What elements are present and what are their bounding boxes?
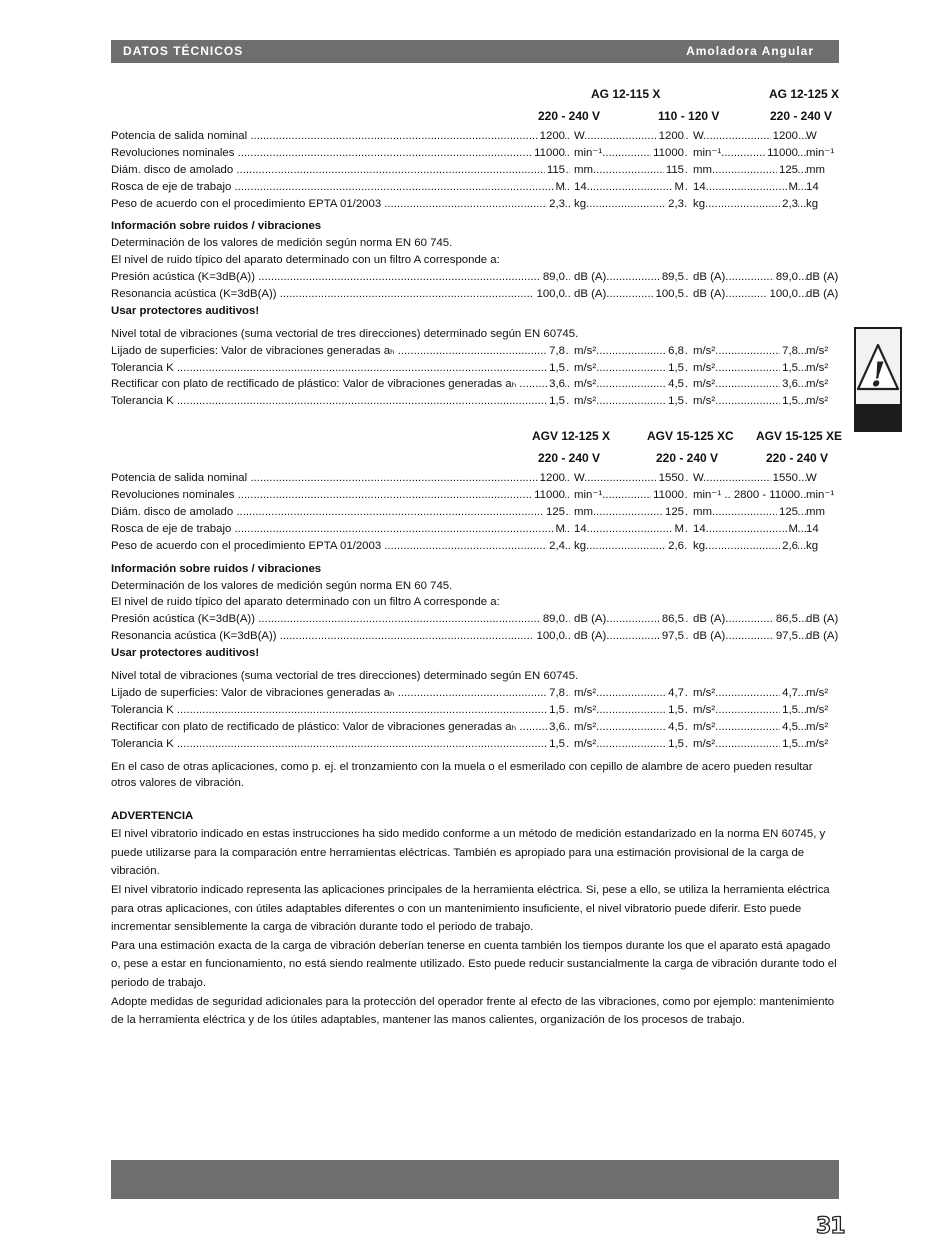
value-col-3: M — [787, 521, 799, 538]
value-col-1: 11000 — [532, 487, 565, 504]
unit-col-1: m/s² ..... — [574, 343, 688, 360]
row-label: Presión acústica (K=3dB(A)) ..... — [111, 611, 570, 628]
section-title: DATOS TÉCNICOS — [123, 44, 244, 58]
value-col-2: 4,5 — [666, 376, 684, 393]
row-label: Rectificar con plato de rectificado de plástico: Valor de vibraciones generadas aₕ ..... — [111, 719, 570, 736]
value-col-1: 1200 — [538, 128, 565, 145]
value-col-2: 89,5 — [660, 269, 684, 286]
unit-col-1: 14 ..... — [574, 179, 688, 196]
value-col-3: 2,3 — [780, 196, 798, 213]
noise-line: Determinación de los valores de medición según norma EN 60 745. — [111, 579, 453, 592]
noise-title: Información sobre ruidos / vibraciones — [111, 562, 322, 575]
spec-row — [111, 179, 839, 196]
value-col-3: 1,5 — [780, 393, 798, 410]
unit-col-1: kg ..... — [574, 196, 688, 213]
value-col-2: 100,5 — [653, 286, 684, 303]
unit-col-1: m/s² ..... — [574, 685, 688, 702]
value-col-3: 2,6 — [780, 538, 798, 555]
value-col-3: 1,5 — [780, 360, 798, 377]
voltage: 220 - 240 V — [766, 451, 829, 466]
unit-col-1: dB (A) ..... — [574, 611, 688, 628]
unit-col-2: min⁻¹ ..... — [693, 145, 807, 162]
row-label: Resonancia acústica (K=3dB(A)) ..... — [111, 286, 570, 303]
voltage-row — [111, 106, 839, 128]
value-col-3: 11000 — [765, 145, 798, 162]
value-col-1: 7,8 — [547, 343, 565, 360]
row-label: Potencia de salida nominal ..... — [111, 470, 570, 487]
value-col-1: 100,0 — [534, 628, 565, 645]
vibration-rows — [111, 343, 839, 411]
warning-box — [856, 329, 900, 404]
unit-col-1: m/s² ..... — [574, 719, 688, 736]
unit-col-2: min⁻¹ .. 2800 - 11000 ..... — [693, 487, 807, 504]
spec-row — [111, 538, 839, 555]
unit-col-3: m/s² — [806, 720, 829, 733]
unit-col-3: 14 — [806, 522, 819, 535]
warning-symbol: ! — [870, 355, 886, 395]
unit-col-3: m/s² — [806, 703, 829, 716]
value-col-1: M — [554, 521, 566, 538]
value-col-2: 97,5 — [660, 628, 684, 645]
value-col-2: 1,5 — [666, 702, 684, 719]
value-col-2: 86,5 — [660, 611, 684, 628]
value-col-2: M — [673, 521, 685, 538]
spec-row — [111, 611, 839, 628]
other-applications-note: En el caso de otras aplicaciones, como p. ej. el tronzamiento con la muela o el esmerilado con cepillo de alambre de acero pueden resultar otros valores de vibración. — [111, 760, 813, 790]
unit-col-2: dB (A) ..... — [693, 611, 807, 628]
unit-col-2: mm ..... — [693, 504, 807, 521]
unit-col-1: mm ..... — [574, 162, 688, 179]
value-col-2: 2,6 — [666, 538, 684, 555]
value-col-2: 1,5 — [666, 360, 684, 377]
row-label: Presión acústica (K=3dB(A)) ..... — [111, 269, 570, 286]
value-col-1: 1,5 — [547, 393, 565, 410]
unit-col-1: min⁻¹ ..... — [574, 145, 688, 162]
value-col-2: 1,5 — [666, 393, 684, 410]
unit-col-2: dB (A) ..... — [693, 286, 807, 303]
row-label: Peso de acuerdo con el procedimiento EPTA 01/2003 ..... — [111, 196, 570, 213]
spec-row — [111, 269, 839, 286]
spec-row — [111, 521, 839, 538]
row-label: Revoluciones nominales ..... — [111, 145, 570, 162]
noise-rows — [111, 269, 839, 303]
unit-col-2: m/s² ..... — [693, 736, 807, 753]
unit-col-2: kg ..... — [693, 538, 807, 555]
spec-row — [111, 487, 839, 504]
value-col-2: 2,3 — [666, 196, 684, 213]
row-label: Peso de acuerdo con el procedimiento EPTA 01/2003 ..... — [111, 538, 570, 555]
unit-col-2: W ..... — [693, 470, 807, 487]
row-label: Tolerancia K ..... — [111, 736, 570, 753]
voltage-row — [111, 448, 839, 470]
value-col-3: 1550 — [771, 470, 798, 487]
spec-row — [111, 376, 839, 393]
unit-col-3: dB (A) — [806, 630, 839, 643]
value-col-3: 7,8 — [780, 343, 798, 360]
warning-icon — [856, 329, 900, 404]
value-col-1: 1200 — [538, 470, 565, 487]
table-2 — [111, 426, 843, 752]
unit-col-1: m/s² ..... — [574, 376, 688, 393]
noise-line: El nivel de ruido típico del aparato determinado con un filtro A corresponde a: — [111, 596, 500, 609]
technical-content — [111, 84, 843, 1030]
unit-col-2: m/s² ..... — [693, 360, 807, 377]
value-col-3: 89,0 — [774, 269, 798, 286]
value-col-2: 4,7 — [666, 685, 684, 702]
spec-row — [111, 196, 839, 213]
unit-col-3: kg — [806, 197, 819, 210]
vibration-intro: Nivel total de vibraciones (suma vectorial de tres direcciones) determinado según EN 60745. — [111, 670, 579, 683]
row-label: Resonancia acústica (K=3dB(A)) ..... — [111, 628, 570, 645]
unit-col-2: kg ..... — [693, 196, 807, 213]
value-col-1: 89,0 — [541, 269, 565, 286]
spec-row — [111, 702, 839, 719]
spec-row — [111, 470, 839, 487]
unit-col-1: 14 ..... — [574, 521, 688, 538]
unit-col-1: dB (A) ..... — [574, 286, 688, 303]
value-col-2: 115 — [664, 162, 684, 179]
unit-col-3: dB (A) — [806, 613, 839, 626]
spec-rows — [111, 128, 839, 212]
unit-col-2: dB (A) ..... — [693, 269, 807, 286]
row-label: Tolerancia K ..... — [111, 360, 570, 377]
unit-col-2: 14 ..... — [693, 521, 807, 538]
value-col-2: 11000 — [651, 145, 684, 162]
value-col-3: 1200 — [771, 128, 798, 145]
value-col-3: 100,0 — [767, 286, 798, 303]
unit-col-1: m/s² ..... — [574, 393, 688, 410]
unit-col-2: W ..... — [693, 128, 807, 145]
unit-col-3: mm — [806, 506, 825, 519]
value-col-1: 100,0 — [534, 286, 565, 303]
value-col-1: 11000 — [532, 145, 565, 162]
unit-col-3: m/s² — [806, 686, 829, 699]
value-col-3: 1,5 — [780, 736, 798, 753]
value-col-1: M — [554, 179, 566, 196]
value-col-1: 3,6 — [547, 719, 565, 736]
unit-col-1: m/s² ..... — [574, 736, 688, 753]
value-col-1: 89,0 — [541, 611, 565, 628]
model-name: AGV 12-125 X — [532, 429, 611, 444]
unit-col-1: W ..... — [574, 128, 688, 145]
value-col-3: 86,5 — [774, 611, 798, 628]
unit-col-3: dB (A) — [806, 288, 839, 301]
unit-col-3: m/s² — [806, 344, 829, 357]
value-col-3: 97,5 — [774, 628, 798, 645]
unit-col-2: 14 ..... — [693, 179, 807, 196]
warning-paragraph: Para una estimación exacta de la carga de vibración deberían tenerse en cuenta también los tiempos durante los que el aparato está apagado o, pese a estar en funcionamiento, no está siendo realmente utilizado. Esto puede reducir sustancialmente la carga de vibración durante todo el periodo de trabajo. — [111, 939, 837, 989]
spec-row — [111, 736, 839, 753]
row-label: Rosca de eje de trabajo ..... — [111, 521, 570, 538]
unit-col-2: m/s² ..... — [693, 719, 807, 736]
value-col-3: 4,5 — [780, 719, 798, 736]
voltage: 220 - 240 V — [538, 109, 601, 123]
unit-col-3: 14 — [806, 180, 819, 193]
unit-col-3: W — [806, 472, 817, 485]
value-col-2: 4,5 — [666, 719, 684, 736]
unit-col-3: m/s² — [806, 737, 829, 750]
voltage: 110 - 120 V — [658, 109, 720, 123]
unit-col-2: m/s² ..... — [693, 343, 807, 360]
unit-col-1: W ..... — [574, 470, 688, 487]
row-label: Diám. disco de amolado ..... — [111, 162, 570, 179]
unit-col-2: dB (A) ..... — [693, 628, 807, 645]
warning-paragraph: Adopte medidas de seguridad adicionales para la protección del operador frente al efecto de las vibraciones, como por ejemplo: mantenimiento de la herramienta eléctrica y de los útiles adaptables, mantener las manos calientes, organización de los procesos de trabajo. — [111, 995, 835, 1027]
unit-col-2: m/s² ..... — [693, 393, 807, 410]
unit-col-1: m/s² ..... — [574, 360, 688, 377]
unit-col-3: m/s² — [806, 361, 829, 374]
value-col-1: 125 — [544, 504, 565, 521]
spec-row — [111, 719, 839, 736]
vibration-intro: Nivel total de vibraciones (suma vectorial de tres direcciones) determinado según EN 60745. — [111, 327, 579, 340]
product-title: Amoladora Angular — [686, 44, 814, 58]
row-label: Tolerancia K ..... — [111, 702, 570, 719]
row-label: Revoluciones nominales ..... — [111, 487, 570, 504]
row-label: Tolerancia K ..... — [111, 393, 570, 410]
warning-tab — [854, 327, 902, 432]
value-col-2: 1550 — [657, 470, 684, 487]
unit-col-2: mm ..... — [693, 162, 807, 179]
value-col-3: 3,6 — [780, 376, 798, 393]
unit-col-3: kg — [806, 539, 819, 552]
unit-col-3: dB (A) — [806, 271, 839, 284]
unit-col-3: mm — [806, 163, 825, 176]
unit-col-3: W — [806, 130, 817, 142]
footer-bar — [111, 1160, 839, 1199]
unit-col-3: min⁻¹ — [806, 146, 835, 159]
unit-col-1: min⁻¹ ..... — [574, 487, 688, 504]
unit-col-2: m/s² ..... — [693, 376, 807, 393]
value-col-1: 7,8 — [547, 685, 565, 702]
value-col-1: 1,5 — [547, 360, 565, 377]
value-col-2: 11000 — [651, 487, 684, 504]
value-col-1: 1,5 — [547, 736, 565, 753]
value-col-3: 125 — [777, 162, 798, 179]
spec-row — [111, 162, 839, 179]
model-row — [111, 426, 843, 448]
spec-rows — [111, 470, 839, 554]
value-col-2: 1200 — [657, 128, 684, 145]
unit-col-3: m/s² — [806, 378, 829, 391]
value-col-2: 6,8 — [666, 343, 684, 360]
unit-col-1: mm ..... — [574, 504, 688, 521]
warning-paragraph: El nivel vibratorio indicado representa las aplicaciones principales de la herramienta eléctrica. Si, pese a ello, se utiliza la herramienta eléctrica para otras aplicaciones, con útiles adaptables diferentes o con un mantenimiento insuficiente, el nivel vibratorio puede diferir. Esto puede incrementar sensiblemente la carga de vibración durante todo el periodo de trabajo. — [111, 883, 830, 934]
value-col-1: 3,6 — [547, 376, 565, 393]
noise-line: Determinación de los valores de medición según norma EN 60 745. — [111, 237, 453, 250]
spec-row — [111, 628, 839, 645]
row-label: Lijado de superficies: Valor de vibraciones generadas aₕ ..... — [111, 685, 570, 702]
value-col-2: M — [673, 179, 685, 196]
model-name: AGV 15-125 XC — [647, 429, 734, 444]
unit-col-2: m/s² ..... — [693, 702, 807, 719]
value-col-3: 1,5 — [780, 702, 798, 719]
row-label: Diám. disco de amolado ..... — [111, 504, 570, 521]
model-name: AG 12-125 X — [769, 87, 840, 101]
vibration-rows — [111, 685, 839, 753]
value-col-3: M — [787, 179, 799, 196]
model-name: AG 12-115 X — [591, 87, 661, 101]
header-bar — [111, 40, 839, 63]
spec-row — [111, 145, 839, 162]
unit-col-1: dB (A) ..... — [574, 628, 688, 645]
spec-row — [111, 393, 839, 410]
unit-col-2: m/s² ..... — [693, 685, 807, 702]
value-col-1: 2,3 — [547, 196, 565, 213]
ear-warning: Usar protectores auditivos! — [111, 304, 260, 317]
spec-row — [111, 128, 839, 145]
unit-col-3: m/s² — [806, 395, 829, 408]
voltage: 220 - 240 V — [770, 109, 833, 123]
unit-col-1: m/s² ..... — [574, 702, 688, 719]
ear-warning: Usar protectores auditivos! — [111, 647, 260, 660]
page-number: 31 — [816, 1214, 845, 1239]
row-label: Rosca de eje de trabajo ..... — [111, 179, 570, 196]
voltage: 220 - 240 V — [538, 451, 601, 466]
value-col-3: 4,7 — [780, 685, 798, 702]
spec-row — [111, 360, 839, 377]
spec-row — [111, 286, 839, 303]
table-1 — [111, 84, 839, 410]
warning-paragraph: El nivel vibratorio indicado en estas instrucciones ha sido medido conforme a un método de medición estandarizado en la norma EN 60745, y puede utilizarse para la comparación entre herramientas eléctricas. También es apropiado para una estimación provisional de la carga de vibración. — [111, 828, 826, 878]
unit-col-3: min⁻¹ — [806, 489, 835, 502]
warning-title: ADVERTENCIA — [111, 810, 194, 823]
model-row — [111, 84, 839, 106]
model-name: AGV 15-125 XE — [756, 429, 843, 444]
noise-rows — [111, 611, 839, 645]
noise-title: Información sobre ruidos / vibraciones — [111, 220, 322, 233]
row-label: Lijado de superficies: Valor de vibraciones generadas aₕ ..... — [111, 343, 570, 360]
unit-col-1: dB (A) ..... — [574, 269, 688, 286]
value-col-2: 125 — [663, 504, 684, 521]
value-col-3: 125 — [777, 504, 798, 521]
voltage: 220 - 240 V — [656, 451, 719, 466]
unit-col-1: kg ..... — [574, 538, 688, 555]
row-label: Potencia de salida nominal ..... — [111, 128, 570, 145]
spec-row — [111, 504, 839, 521]
value-col-1: 2,4 — [547, 538, 565, 555]
value-col-1: 115 — [545, 162, 565, 179]
noise-line: El nivel de ruido típico del aparato determinado con un filtro A corresponde a: — [111, 254, 500, 267]
spec-row — [111, 343, 839, 360]
row-label: Rectificar con plato de rectificado de plástico: Valor de vibraciones generadas aₕ ..... — [111, 376, 570, 393]
value-col-1: 1,5 — [547, 702, 565, 719]
value-col-2: 1,5 — [666, 736, 684, 753]
spec-row — [111, 685, 839, 702]
